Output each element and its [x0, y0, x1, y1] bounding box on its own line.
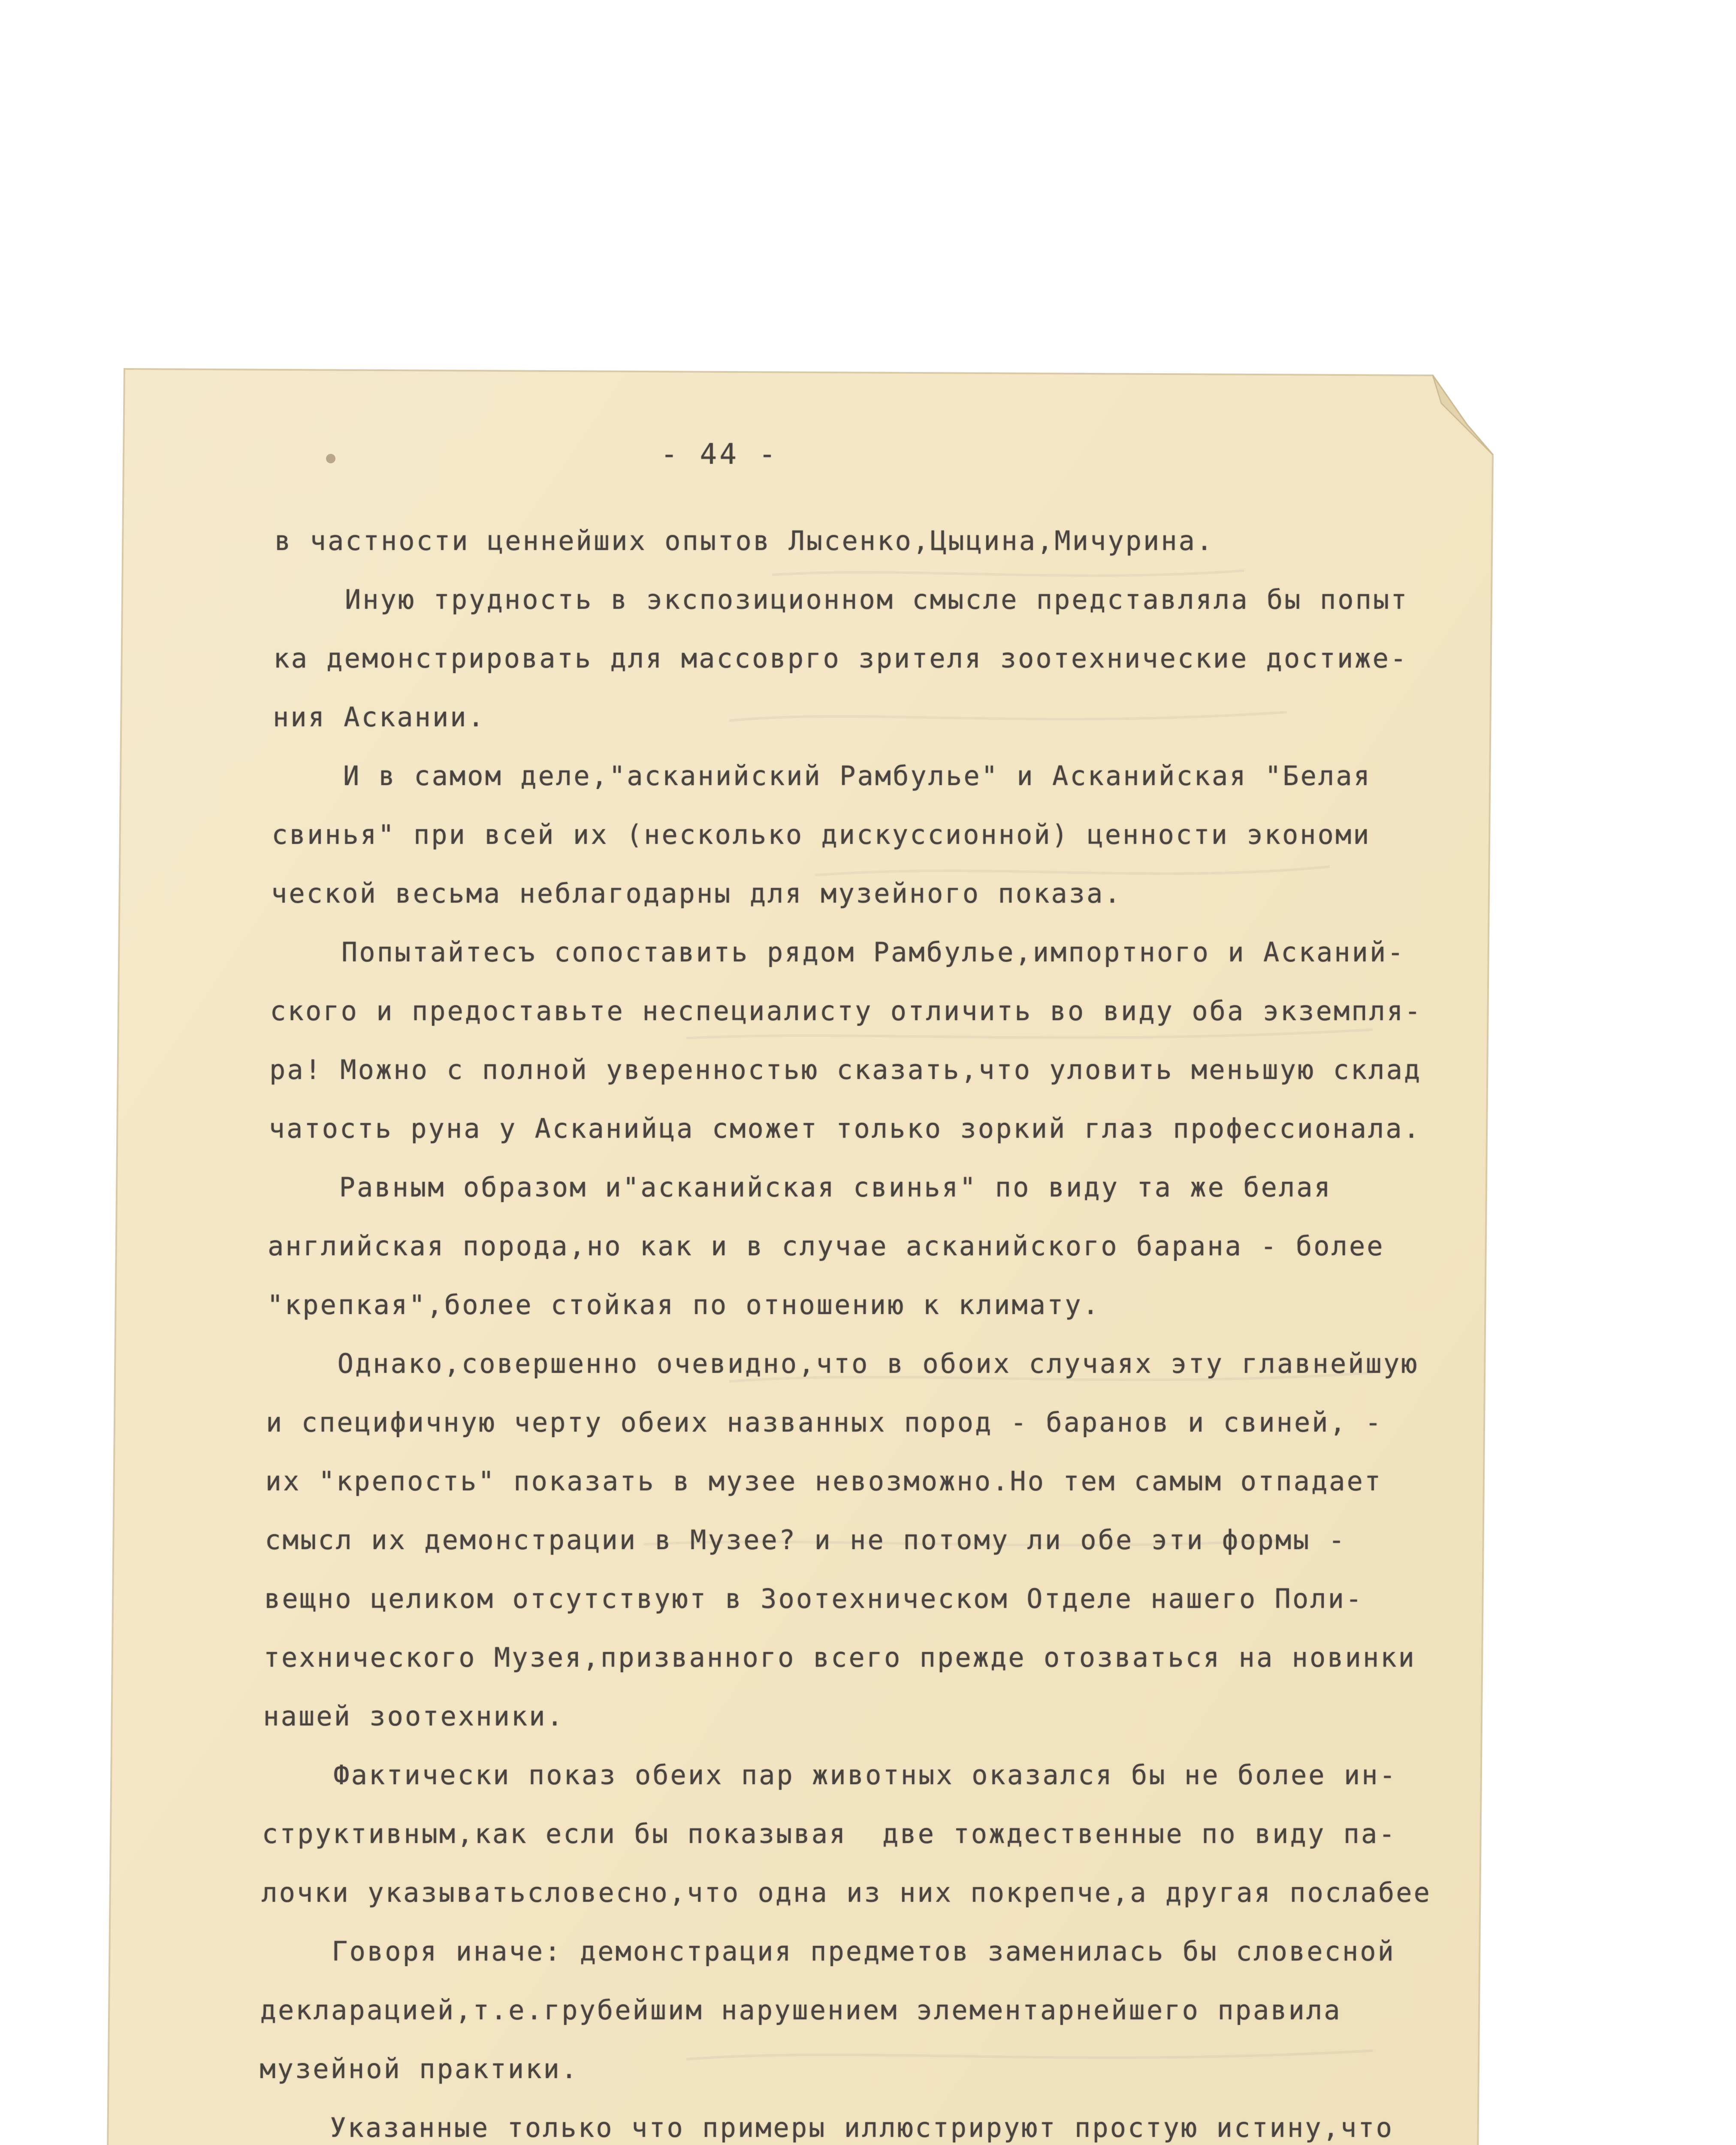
- text-line: ка демонстрировать для массоврго зрителя зоотехнические достиже-: [273, 643, 1408, 674]
- text-line: "крепкая",более стойкая по отношению к климату.: [267, 1289, 1101, 1320]
- text-line: лочки указыватьсловесно,что одна из них покрепче,а другая послабее: [261, 1877, 1431, 1908]
- text-line: ческой весьма неблагодарны для музейного показа.: [271, 878, 1122, 909]
- text-line: их "крепость" показать в музее невозможно.Но тем самым отпадает: [265, 1465, 1383, 1497]
- paper-spot: [326, 454, 335, 463]
- text-line: Фактически показ обеих пар животных оказался бы не более ин-: [263, 1759, 1397, 1791]
- text-line: Равным образом и"асканийская свинья" по виду та же белая: [268, 1172, 1332, 1203]
- text-line: Попытайтесъ сопоставить рядом Рамбулье,импортного и Асканий-: [270, 937, 1405, 968]
- text-line: структивным,как если бы показывая две тождественные по виду па-: [262, 1818, 1397, 1849]
- text-line: чатость руна у Асканийца сможет только зоркий глаз профессионала.: [269, 1113, 1421, 1144]
- text-line: музейной практики.: [260, 2053, 579, 2085]
- text-line: И в самом деле,"асканийский Рамбулье" и Асканийская "Белая: [272, 760, 1371, 792]
- text-line: технического Музея,призванного всего прежде отозваться на новинки: [263, 1642, 1416, 1673]
- text-line: нашей зоотехники.: [263, 1701, 565, 1732]
- text-line: Однако,совершенно очевидно,что в обоих случаях эту главнейшую: [266, 1348, 1419, 1379]
- text-line: Иную трудность в экспозиционном смысле представляла бы попыт: [274, 584, 1409, 615]
- text-line: английская порода,но как и в случае асканийского барана - более: [268, 1230, 1385, 1262]
- text-line: ра! Можно с полной уверенностью сказать,что уловить меньшую склад: [269, 1054, 1422, 1085]
- text-line: Говоря иначе: демонстрация предметов заменилась бы словесной: [261, 1936, 1395, 1967]
- text-line: смысл их демонстрации в Музее? и не потому ли обе эти формы -: [265, 1524, 1347, 1556]
- text-line: свинья" при всей их (несколько дискуссионной) ценности экономи: [272, 819, 1371, 850]
- text-line: ского и предоставьте неспециалисту отличить во виду оба экземпля-: [270, 995, 1422, 1027]
- text-line: вещно целиком отсутствуют в Зоотехническом Отделе нашего Поли-: [264, 1583, 1364, 1614]
- text-line: Указанные только что примеры иллюстрируют простую истину,что: [259, 2112, 1394, 2143]
- text-line: и специфичную черту обеих названных пород - баранов и свиней, -: [266, 1407, 1383, 1438]
- text-line: ния Аскании.: [273, 701, 486, 733]
- page-number: - 44 -: [661, 438, 779, 471]
- text-line: декларацией,т.е.грубейшим нарушением элементарнейшего правила: [260, 1994, 1342, 2026]
- text-line: в частности ценнейших опытов Лысенко,Цыцина,Мичурина.: [275, 525, 1214, 556]
